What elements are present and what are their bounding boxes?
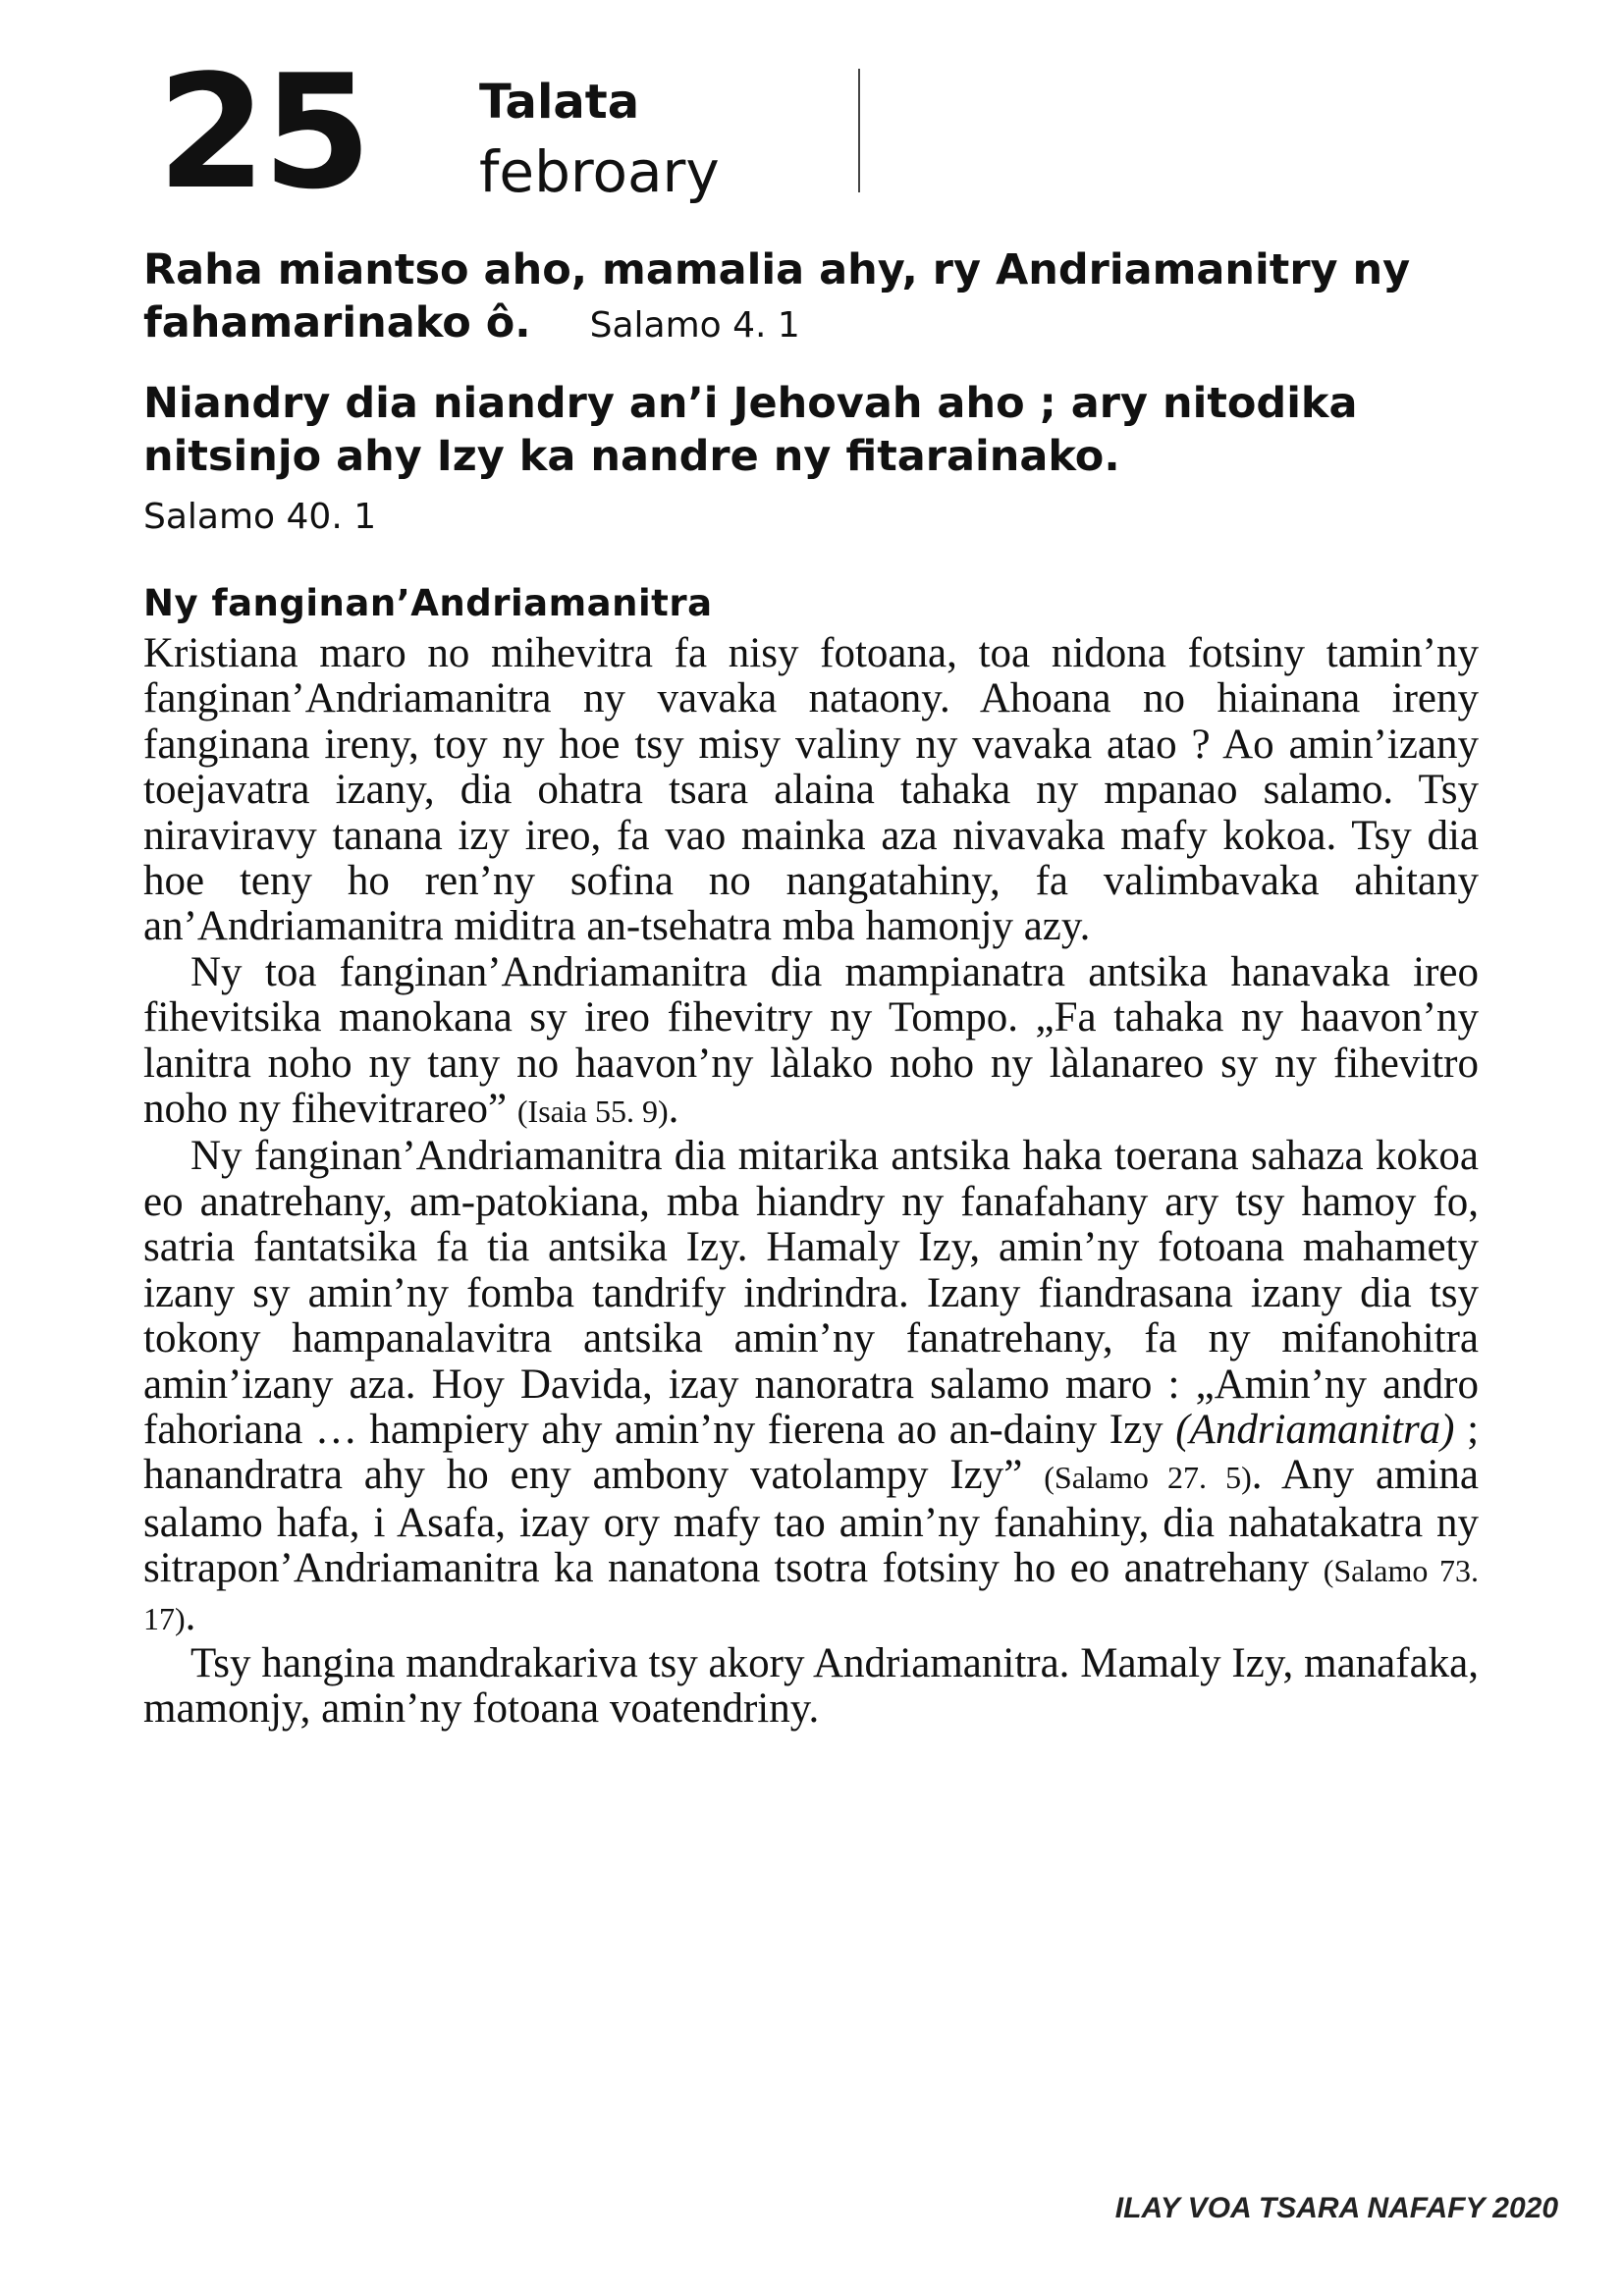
section-title: Ny fanginan’Andriamanitra bbox=[143, 582, 713, 624]
paragraph-1: Kristiana maro no mihevitra fa nisy fotoana, toa nidona fotsiny tamin’ny fanginan’Andriamanitra ny vavaka nataony. Ahoana no hiainana ireny fanginana ireny, toy ny hoe tsy misy valiny ny vavaka atao ? Ao amin’izany toejavatra izany, dia ohatra tsara alaina tahaka ny mpanao salamo. Tsy niraviravy tanana izy ireo, fa vao mainka aza nivavaka mafy kokoa. Tsy dia hoe teny ho ren’ny sofina no nangatahiny, fa valimbavaka ahitany an’Andriamanitra miditra an-tsehatra mba hamonjy azy. bbox=[143, 630, 1479, 950]
paragraph-2-text: Ny toa fanginan’Andriamanitra dia mampianatra antsika hanavaka ireo fihevitsika manokana sy ireo fihevitry ny Tompo. „Fa tahaka ny haavon’ny lanitra noho ny tany no haavon’ny làlako noho ny làlanareo sy ny fihevitro noho ny fihevitrareo” bbox=[143, 948, 1479, 1133]
meditation-body bbox=[143, 631, 1479, 1733]
scripture-reference: (Salamo 73. 17) bbox=[143, 1553, 1480, 1636]
verse-1-text: Raha miantso aho, mamalia ahy, ry Andriamanitry ny fahamarinako ô. bbox=[143, 245, 1411, 347]
punctuation: . bbox=[668, 1086, 679, 1133]
verse-2-reference: Salamo 40. 1 bbox=[143, 497, 377, 537]
scripture-reference: (Isaia 55. 9) bbox=[516, 1094, 669, 1130]
paragraph-3-italic: (Andriamanitra) bbox=[1175, 1406, 1455, 1453]
paragraph-4: Tsy hangina mandrakariva tsy akory Andriamanitra. Mamaly Izy, manafaka, mamonjy, amin’ny fotoana voatendriny. bbox=[143, 1639, 1479, 1733]
weekday-label: Talata bbox=[479, 75, 640, 130]
paragraph-2 bbox=[143, 950, 1479, 1135]
header-divider bbox=[858, 69, 860, 192]
paragraph-3 bbox=[143, 1134, 1479, 1640]
verse-1 bbox=[143, 243, 1498, 352]
verse-2 bbox=[143, 377, 1498, 483]
paragraph-3-text-3: . Any amina salamo hafa, i Asafa, izay ory mafy tao amin’ny fanahiny, dia nahatakatra ny sitrapon’Andriamanitra ka nanatona tsotra fotsiny ho eo anatrehany bbox=[143, 1452, 1480, 1592]
paragraph-3-text-2: ; hanandratra ahy ho eny ambony vatolampy Izy” bbox=[143, 1406, 1480, 1499]
paragraph-3-text: Ny fanginan’Andriamanitra dia mitarika antsika haka toerana sahaza kokoa eo anatrehany, am-patokiana, mba hiandry ny fanafahany ary tsy hamoy fo, satria fantatsika fa tia antsika Izy. Hamaly Izy, amin’ny fotoana mahamety izany sy amin’ny fomba tandrify indrindra. Izany fiandrasana izany dia tsy tokony hampanalavitra antsika amin’ny fanatrehany, fa ny mifanohitra amin’izany aza. Hoy Davida, izay nanoratra salamo maro : „Amin’ny andro fahoriana … hampiery ahy amin’ny fierena ao an-dainy Izy bbox=[143, 1133, 1479, 1453]
verse-1-reference: Salamo 4. 1 bbox=[589, 305, 800, 346]
day-number: 25 bbox=[157, 40, 368, 224]
month-label: febroary bbox=[479, 138, 720, 205]
scripture-reference: (Salamo 27. 5) bbox=[1044, 1460, 1252, 1496]
verse-2-text: Niandry dia niandry an’i Jehovah aho ; ary nitodika nitsinjo ahy Izy ka nandre ny fitarainako. bbox=[143, 379, 1358, 481]
footer-publication-title: ILAY VOA TSARA NAFAFY 2020 bbox=[1114, 2192, 1558, 2224]
punctuation: . bbox=[185, 1592, 196, 1639]
